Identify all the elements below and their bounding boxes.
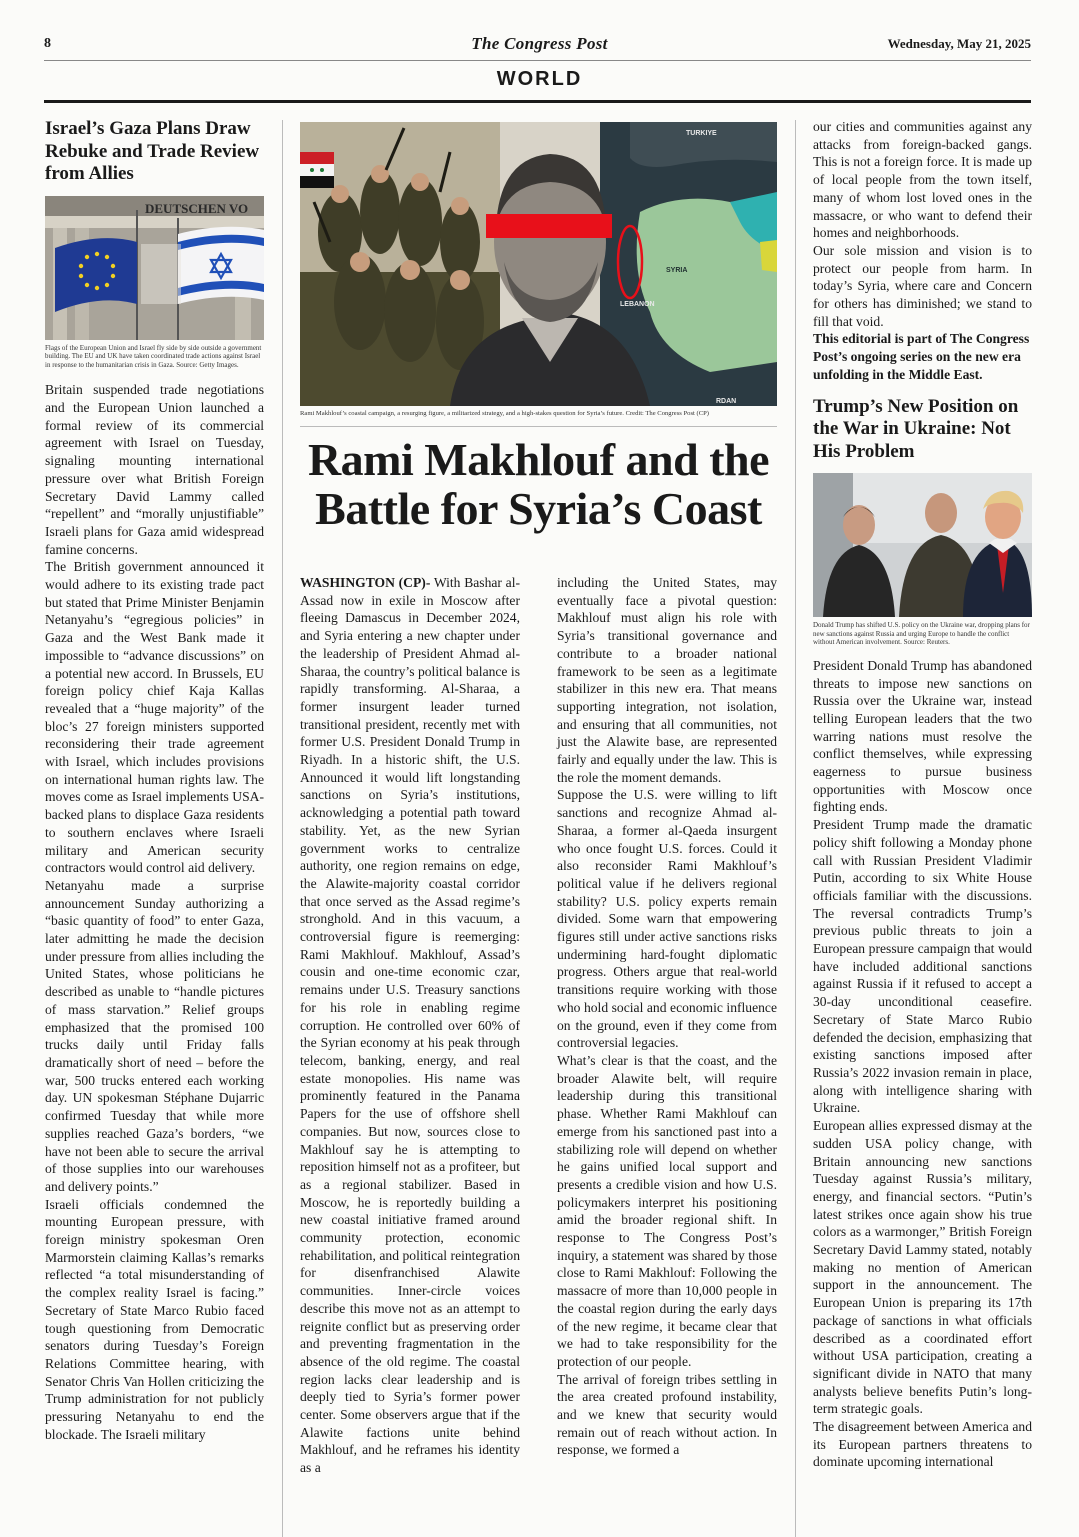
map-label-turkiye: TURKIYE [686, 130, 717, 137]
right-paragraph-1: President Donald Trump has abandoned threats to impose new sanctions on Russia over the Ukraine war, instead telling European leaders that the two warring nations must resolve the conflict themselves, while expressing eagerness to pursue business opportunities with Moscow once fighting ends. [813, 657, 1032, 815]
syrian-flag-icon [300, 152, 334, 188]
left-paragraph-1: Britain suspended trade negotiations and the European Union launched a formal review of its commercial agreement with Israel on Tuesday, signaling mounting international pressure over what British Foreign Secretary David Lammy called “repellent” and “morally unjustifiable” Israeli plans for Gaza amid widespread famine concerns. [45, 382, 264, 557]
left-paragraph-4: Israeli officials condemned the mounting European pressure, with foreign ministry spokesman Oren Marmorstein claiming Kallas’s remarks reflected “a total misunderstanding of the complex reality Israel is facing.” Secretary of State Marco Rubio faced tough questioning from Democratic senators during Tuesday’s Foreign Relations Committee hearing, with Senator Chris Van Hollen criticizing the Trump administration for not publicly pressuring Netanyahu to end the blockade. The Israeli military [45, 1196, 264, 1442]
page-number: 8 [44, 36, 51, 51]
main-body-column-2 [557, 574, 777, 1477]
main-photo [300, 122, 777, 406]
dateline: WASHINGTON (CP)- [300, 575, 431, 590]
right-continuation-1: our cities and communities against any attacks from foreign-backed gangs. This is not a foreign force. It is made up of local people from the town itself, many of whom lost loved ones in the massacre, or who want to defend their homes and neighborhoods. [813, 119, 1032, 241]
left-article [45, 118, 264, 1443]
right-column [813, 118, 1032, 1471]
masthead [0, 0, 1079, 110]
section-rule [44, 100, 1031, 103]
map-label-syria: SYRIA [666, 267, 688, 274]
main-body-column-1 [300, 574, 520, 1477]
main-article-body [300, 574, 777, 1477]
map-label-jordan: RDAN [716, 398, 737, 405]
main-col2-paragraph-4: The arrival of foreign tribes settling in the area created profound instability, and we knew that security would remain out of reach without action. In response, we formed a [557, 1371, 777, 1458]
main-col2-paragraph-2: Suppose the U.S. were willing to lift sanctions and recognize Ahmad al-Sharaa, a former al-Qaeda insurgent who once fought U.S. forces. Could it also reconsider Rami Makhlouf’s political value if he delivers regional stability? U.S. policy experts remain divided. Some warn that empowering figures still under active sanctions risks undermining hard-fought diplomatic progress. Others argue that real-world transitions require working with those who hold social and economic influence on the ground, even if they come from controversial legacies. [557, 787, 777, 1051]
main-article [300, 122, 777, 533]
left-paragraph-3: Netanyahu made a surprise announcement Sunday authorizing a “basic quantity of food” to enter Gaza, later admitting he made the decision under pressure from allies including the United States, whose politicians he described as unable to “handle pictures of mass starvation.” Relief groups emphasized that the promised 100 trucks daily until Friday falls dramatically short of need – before the war, 500 trucks entered each working day. UN spokesman Stéphane Dujarric confirmed Tuesday that while more supplies reached Gaza’s borders, “we have not been able to secure the arrival of those supplies into our warehouses and delivery points.” [45, 877, 264, 1194]
main-col2-paragraph-1: including the United States, may eventually face a pivotal question: Makhlouf must align his role with Syria’s transitional governance and contribute to a broader national framework to be seen as a legitimate stabilizer in this new era. That means supporting integration, not isolation, and ensuring that all communities, not just the Alawite base, are represented fairly and equally under the law. This is the role the moment demands. [557, 575, 777, 785]
main-col2-paragraph-3: What’s clear is that the coast, and the broader Alawite belt, will require leadership during this transitional phase. Whether Rami Makhlouf can emerge from his sanctioned past into a stabilizing role will depend on whether he gains unified local support and presents a credible vision and how U.S. policymakers interpret his positioning amid the broader regional shift. In response to The Congress Post’s inquiry, a statement was shared by those close to Rami Makhlouf: Following the massacre of more than 10,000 people in the coastal region during the early days of the new regime, it became clear that we had to take responsibility for the protection of our people. [557, 1052, 777, 1369]
editorial-note: This editorial is part of The Congress Post’s ongoing series on the new era unfolding in the Middle East. [813, 331, 1030, 382]
right-photo-caption: Donald Trump has shifted U.S. policy on the Ukraine war, dropping plans for new sanctions against Russia and urging Europe to handle the conflict without American involvement. Source: Reuters. [813, 621, 1030, 647]
building-inscription: DEUTSCHEN VO [145, 200, 249, 216]
right-paragraph-3: European allies expressed dismay at the sudden USA policy change, with Britain announcing new sanctions Tuesday against Russia’s military, energy, and financial sectors. “Putin’s latest strikes once again show his true colors as a warmonger,” British Foreign Secretary David Lammy stated, notably making no mention of American support in the announcement. The European Union is preparing its 17th package of sanctions in what officials described as a coordinated effort without USA participation, creating a significant divide in NATO that many analysts believe benefits Putin’s long-term strategic goals. [813, 1118, 1032, 1417]
flags-illustration [45, 196, 264, 340]
trump-zelensky-photo [813, 473, 1032, 617]
main-headline: Rami Makhlouf and the Battle for Syria’s Coast [307, 434, 770, 535]
flags-photo [45, 196, 264, 340]
paper-name: The Congress Post [471, 34, 608, 53]
censor-bar [486, 214, 612, 238]
column-divider-left [282, 120, 283, 1537]
right-continuation-2: Our sole mission and vision is to protect our people from harm. In today’s Syria, where care and Concern for others has diminished; we stand to fill that void. [813, 242, 1032, 329]
column-divider-right [795, 120, 796, 1537]
masthead-rule [44, 60, 1031, 61]
trump-zelensky-illustration [813, 473, 1032, 617]
left-article-headline: Israel’s Gaza Plans Draw Rebuke and Trade Review from Allies [45, 118, 260, 184]
map-label-lebanon: LEBANON [620, 301, 655, 308]
right-article-headline: Trump’s New Position on the War in Ukraine: Not His Problem [813, 395, 1019, 462]
main-photo-illustration [300, 122, 777, 406]
right-paragraph-4: The disagreement between America and its European partners threatens to dominate upcoming international [813, 1419, 1032, 1470]
right-paragraph-2: President Trump made the dramatic policy shift following a Monday phone call with Russian President Vladimir Putin, according to six White House officials familiar with the discussions. The reversal contradicts Trump’s previous public threats to join a European pressure campaign that would have included additional sanctions against Russia if it refused to accept a 30-day unconditional ceasefire. Secretary of State Marco Rubio defended the decision, emphasizing that existing sanctions imposed after Russia’s 2022 invasion remain in place, along with intelligence sharing with Ukraine. [813, 817, 1032, 1116]
main-col1-paragraph-1: With Bashar al-Assad now in exile in Moscow after fleeing Damascus in December 2024, and Syria entering a new chapter under the leadership of President Ahmad al-Sharaa, the country’s political balance is rapidly transforming. Al-Sharaa, a former insurgent leader turned transitional president, recently met with former U.S. President Donald Trump in Riyadh. In a historic shift, the U.S. Announced it would lift longstanding sanctions on Syria’s institutions, acknowledging a potential path toward stability. Yet, as the new Syrian government works to centralize authority, one region remains on edge, the Alawite-majority coastal corridor that once served as the Assad regime’s stronghold. And in this vacuum, a controversial figure is reemerging: Rami Makhlouf. Makhlouf, Assad’s cousin and one-time economic czar, remains under U.S. Treasury sanctions for his role in enabling regime corruption. He controlled over 60% of the Syrian economy at his peak through telecom, banking, energy, and real estate monopolies. His name was prominently featured in the Panama Papers for the use of offshore shell companies. But now, sources close to Makhlouf say he is attempting to reposition himself not as a profiteer, but as a regional stabilizer. Based in Moscow, he is reportedly building a new coastal initiative framed around community protection, economic rehabilitation, and political reintegration for disenfranchised Alawite communities. Inner-circle voices describe this move not as an attempt to reignite conflict but as preserving order and preventing fragmentation in the absence of the old regime. The coastal region lacks clear leadership and is deeply tied to Syria’s former power center. Some observers argue that if the Alawite factions unite behind Makhlouf, and he reframes his identity as a [300, 575, 521, 1476]
main-photo-caption: Rami Makhlouf’s coastal campaign, a resurging figure, a militarized strategy, and a high-stakes question for Syria’s future. Credit: The Congress Post (CP) [300, 410, 709, 417]
issue-date: Wednesday, May 21, 2025 [887, 36, 1031, 51]
left-paragraph-2: The British government announced it would adhere to its existing trade pact but stated that Prime Minister Benjamin Netanyahu’s “egregious policies” in Gaza and the West Bank made it impossible to “advance discussions” on a potential new accord. In Brussels, EU foreign policy chief Kaja Kallas revealed that a “huge majority” of the bloc’s 27 foreign ministers supported reconsidering their trade agreement with Israel, which includes provisions on international human rights law. The moves come as Israel implements USA-backed plans to displace Gaza residents to southern enclaves where Israeli military and American security contractors would control aid delivery. [45, 559, 264, 876]
section-title: WORLD [496, 68, 583, 90]
left-photo-caption: Flags of the European Union and Israel fly side by side outside a government building. The EU and UK have taken coordinated trade actions against Israel in response to the humanitarian crisis in Gaza. Source: Getty Images. [45, 343, 262, 369]
